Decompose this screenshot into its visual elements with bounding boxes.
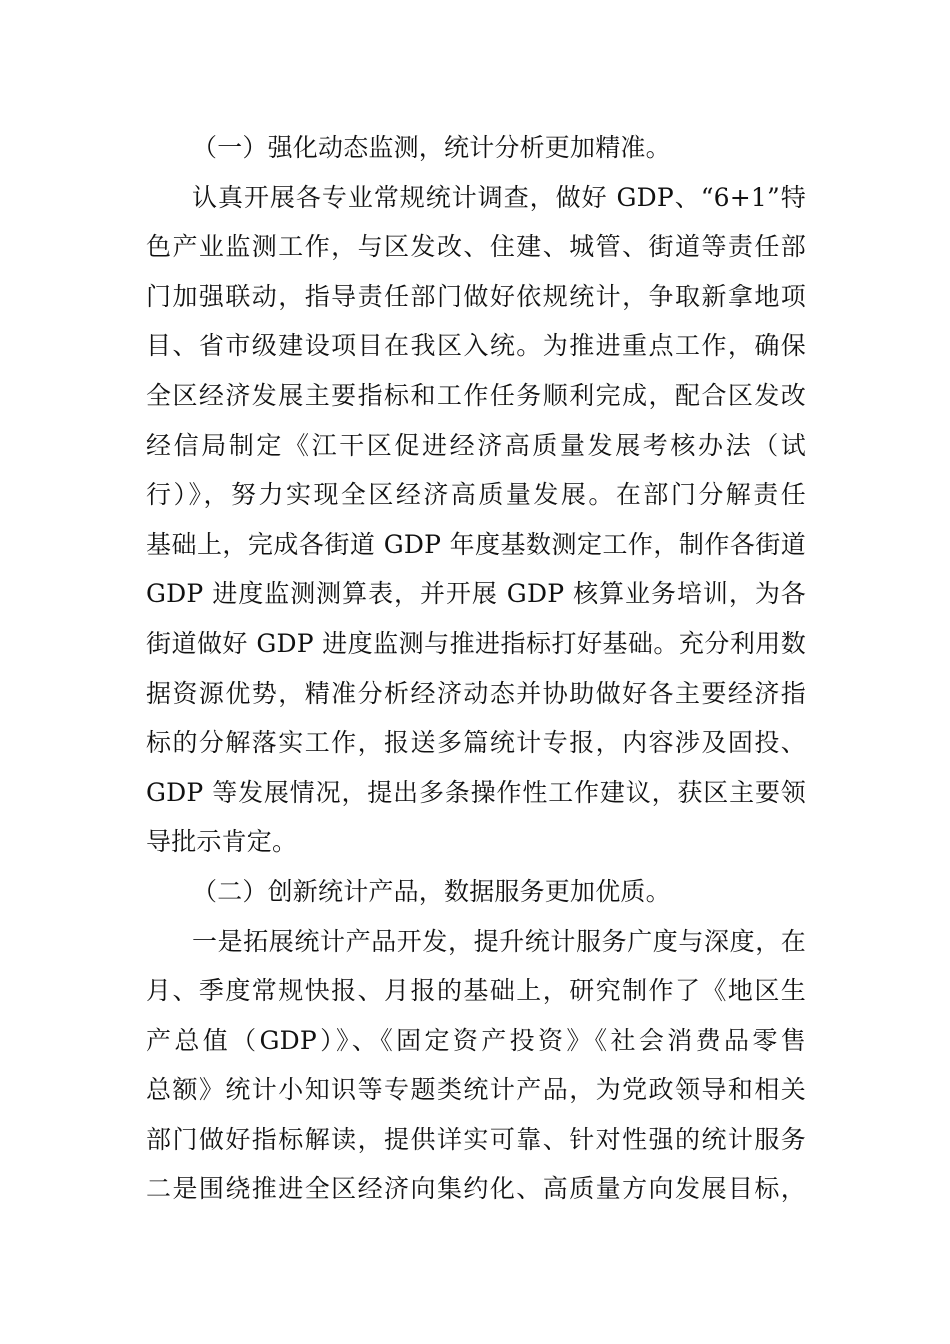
paragraph-line: 街道做好 GDP 进度监测与推进指标打好基础。充分利用数 xyxy=(146,628,806,658)
document-body xyxy=(146,123,806,1214)
paragraph-line: 部门做好指标解读，提供详实可靠、针对性强的统计服务 xyxy=(146,1124,806,1154)
paragraph-line: 经信局制定《江干区促进经济高质量发展考核办法（试 xyxy=(146,430,806,460)
paragraph-line: 据资源优势，精准分析经济动态并协助做好各主要经济指 xyxy=(146,678,806,708)
paragraph-line-last: 导批示肯定。 xyxy=(146,827,298,857)
paragraph-line: 全区经济发展主要指标和工作任务顺利完成，配合区发改 xyxy=(146,380,806,410)
paragraph-line: 总额》统计小知识等专题类统计产品，为党政领导和相关 xyxy=(146,1075,806,1105)
paragraph-line: 门加强联动，指导责任部门做好依规统计，争取新拿地项 xyxy=(146,281,806,311)
paragraph-line: 行）》，努力实现全区经济高质量发展。在部门分解责任 xyxy=(146,480,806,510)
paragraph-line: 色产业监测工作，与区发改、住建、城管、街道等责任部 xyxy=(146,232,806,262)
paragraph-line: GDP 等发展情况，提出多条操作性工作建议，获区主要领 xyxy=(146,777,806,807)
paragraph-line: 基础上，完成各街道 GDP 年度基数测定工作，制作各街道 xyxy=(146,529,806,559)
section-heading-1: （一）强化动态监测，统计分析更加精准。 xyxy=(192,133,671,162)
paragraph-line: 目、省市级建设项目在我区入统。为推进重点工作，确保 xyxy=(146,331,806,361)
paragraph-line: GDP 进度监测测算表，并开展 GDP 核算业务培训，为各 xyxy=(146,579,806,609)
paragraph-line: 标的分解落实工作，报送多篇统计专报，内容涉及固投、 xyxy=(146,728,806,758)
paragraph-line: 认真开展各专业常规统计调查，做好 GDP、“6+1”特 xyxy=(192,182,806,212)
paragraph-line: 二是围绕推进全区经济向集约化、高质量方向发展目标， xyxy=(146,1174,806,1204)
section-heading-2: （二）创新统计产品，数据服务更加优质。 xyxy=(192,876,671,906)
paragraph-line: 月、季度常规快报、月报的基础上，研究制作了《地区生 xyxy=(146,976,806,1006)
paragraph-line: 产总值（GDP）》、《固定资产投资》《社会消费品零售 xyxy=(146,1025,806,1055)
paragraph-line: 一是拓展统计产品开发，提升统计服务广度与深度，在 xyxy=(192,926,806,956)
